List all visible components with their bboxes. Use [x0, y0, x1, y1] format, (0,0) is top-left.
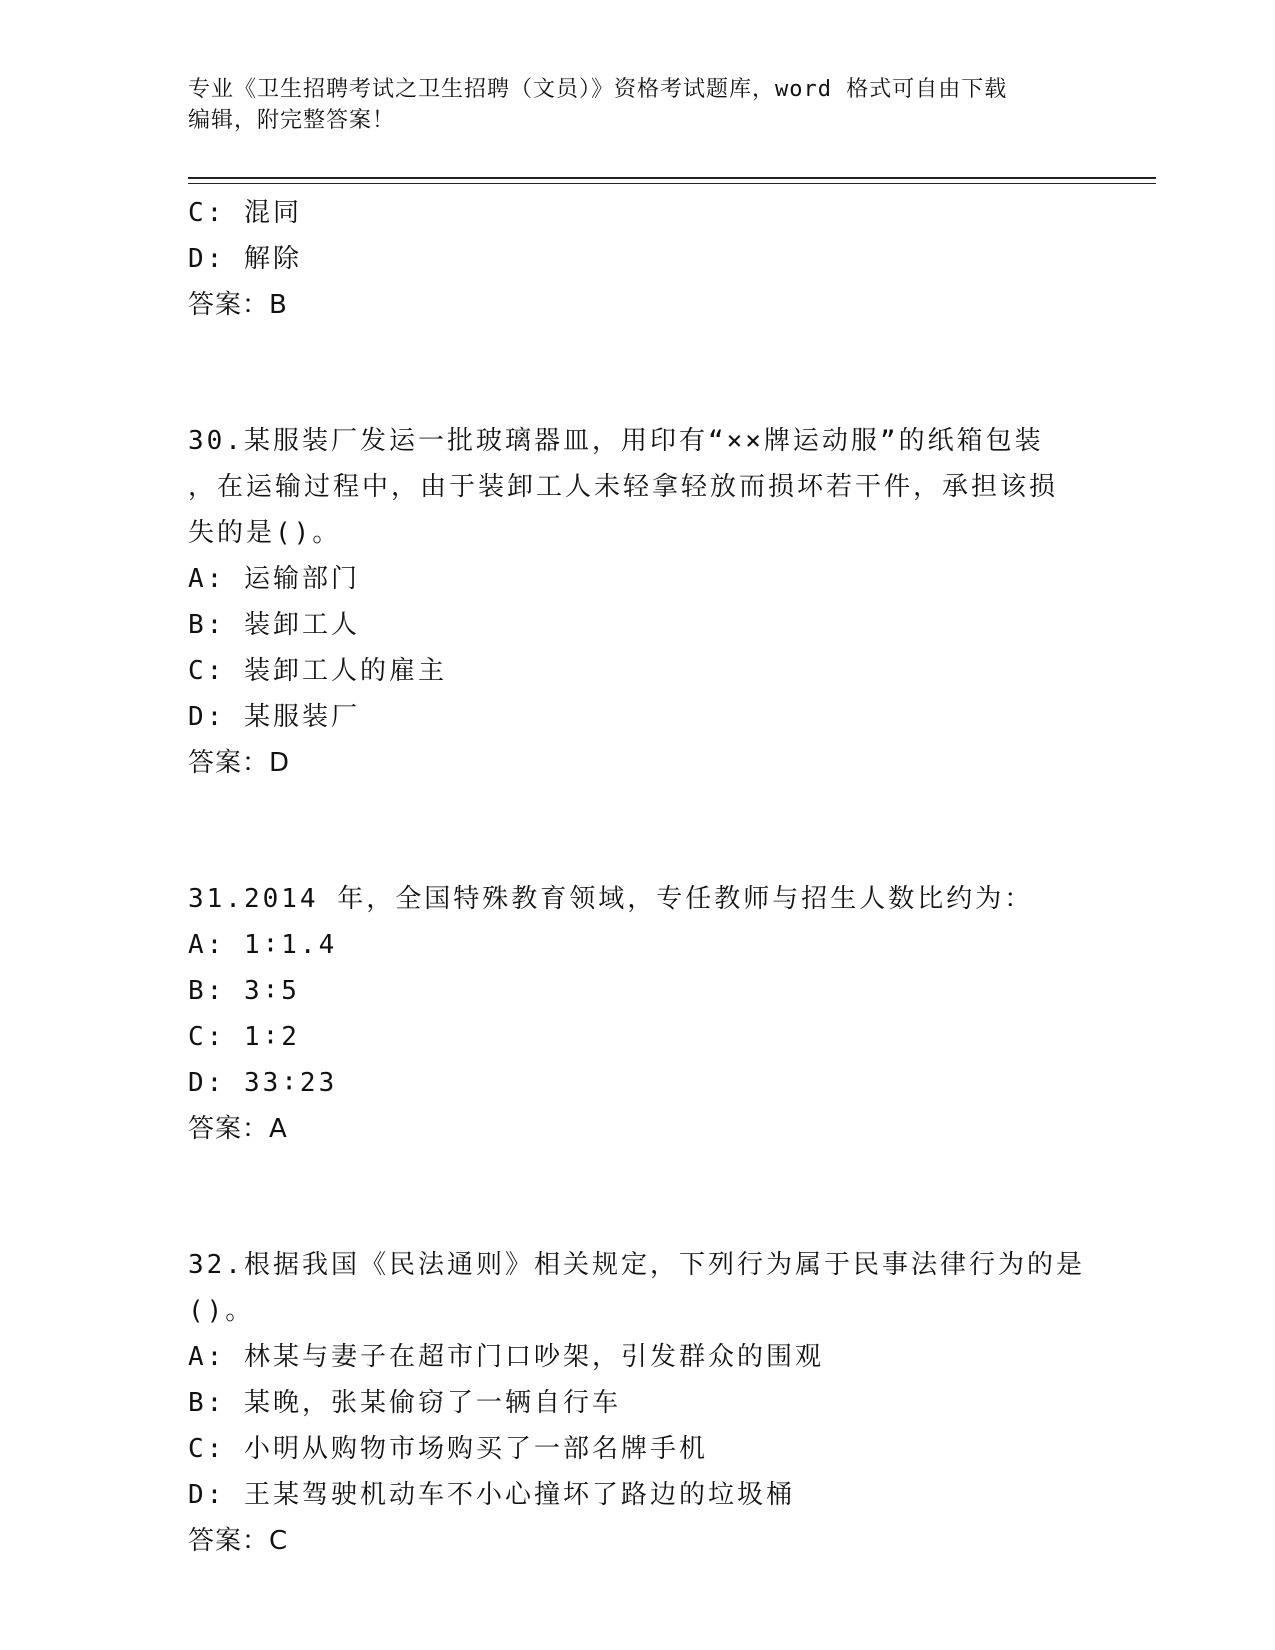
question-text-line: 失的是()。 [188, 518, 342, 548]
option-a: A: 运输部门 [188, 564, 360, 594]
option-c: C: 1∶2 [188, 1022, 300, 1052]
option-a: A: 1∶1.4 [188, 930, 338, 960]
option-c: C: 混同 [188, 198, 302, 228]
question-text-line: ()。 [188, 1296, 255, 1326]
option-c: C: 装卸工人的雇主 [188, 656, 447, 686]
header-divider-thick [188, 177, 1156, 179]
header-line-1: 专业《卫生招聘考试之卫生招聘（文员）》资格考试题库，word 格式可自由下载 [188, 77, 1008, 102]
header-divider-thin [188, 183, 1156, 184]
question-text-line: ，在运输过程中，由于装卸工人未轻拿轻放而损坏若干件，承担该损 [188, 472, 1059, 502]
option-d: D: 王某驾驶机动车不小心撞坏了路边的垃圾桶 [188, 1480, 795, 1510]
option-d: D: 解除 [188, 244, 302, 274]
option-c: C: 小明从购物市场购买了一部名牌手机 [188, 1434, 708, 1464]
answer-line: 答案：B [188, 290, 288, 320]
question-content [188, 190, 1088, 1564]
question-block-29-tail [188, 190, 1088, 328]
option-b: B: 3∶5 [188, 976, 300, 1006]
answer-line: 答案：D [188, 748, 291, 778]
option-b: B: 某晚，张某偷窃了一辆自行车 [188, 1388, 621, 1418]
header-line-2: 编辑，附完整答案！ [188, 108, 396, 133]
question-block-32 [188, 1242, 1088, 1564]
answer-line: 答案：A [188, 1114, 288, 1144]
document-header [188, 74, 1068, 136]
question-block-31 [188, 876, 1088, 1152]
option-a: A: 林某与妻子在超市门口吵架，引发群众的围观 [188, 1342, 824, 1372]
question-block-30 [188, 418, 1088, 786]
answer-line: 答案：C [188, 1526, 289, 1556]
question-text-line: 30.某服装厂发运一批玻璃器皿，用印有“××牌运动服”的纸箱包装 [188, 426, 1044, 456]
option-d: D: 某服装厂 [188, 702, 360, 732]
question-text-line: 31.2014 年，全国特殊教育领域，专任教师与招生人数比约为： [188, 884, 1034, 914]
option-d: D: 33∶23 [188, 1068, 338, 1098]
question-text-line: 32.根据我国《民法通则》相关规定，下列行为属于民事法律行为的是 [188, 1250, 1085, 1280]
option-b: B: 装卸工人 [188, 610, 360, 640]
